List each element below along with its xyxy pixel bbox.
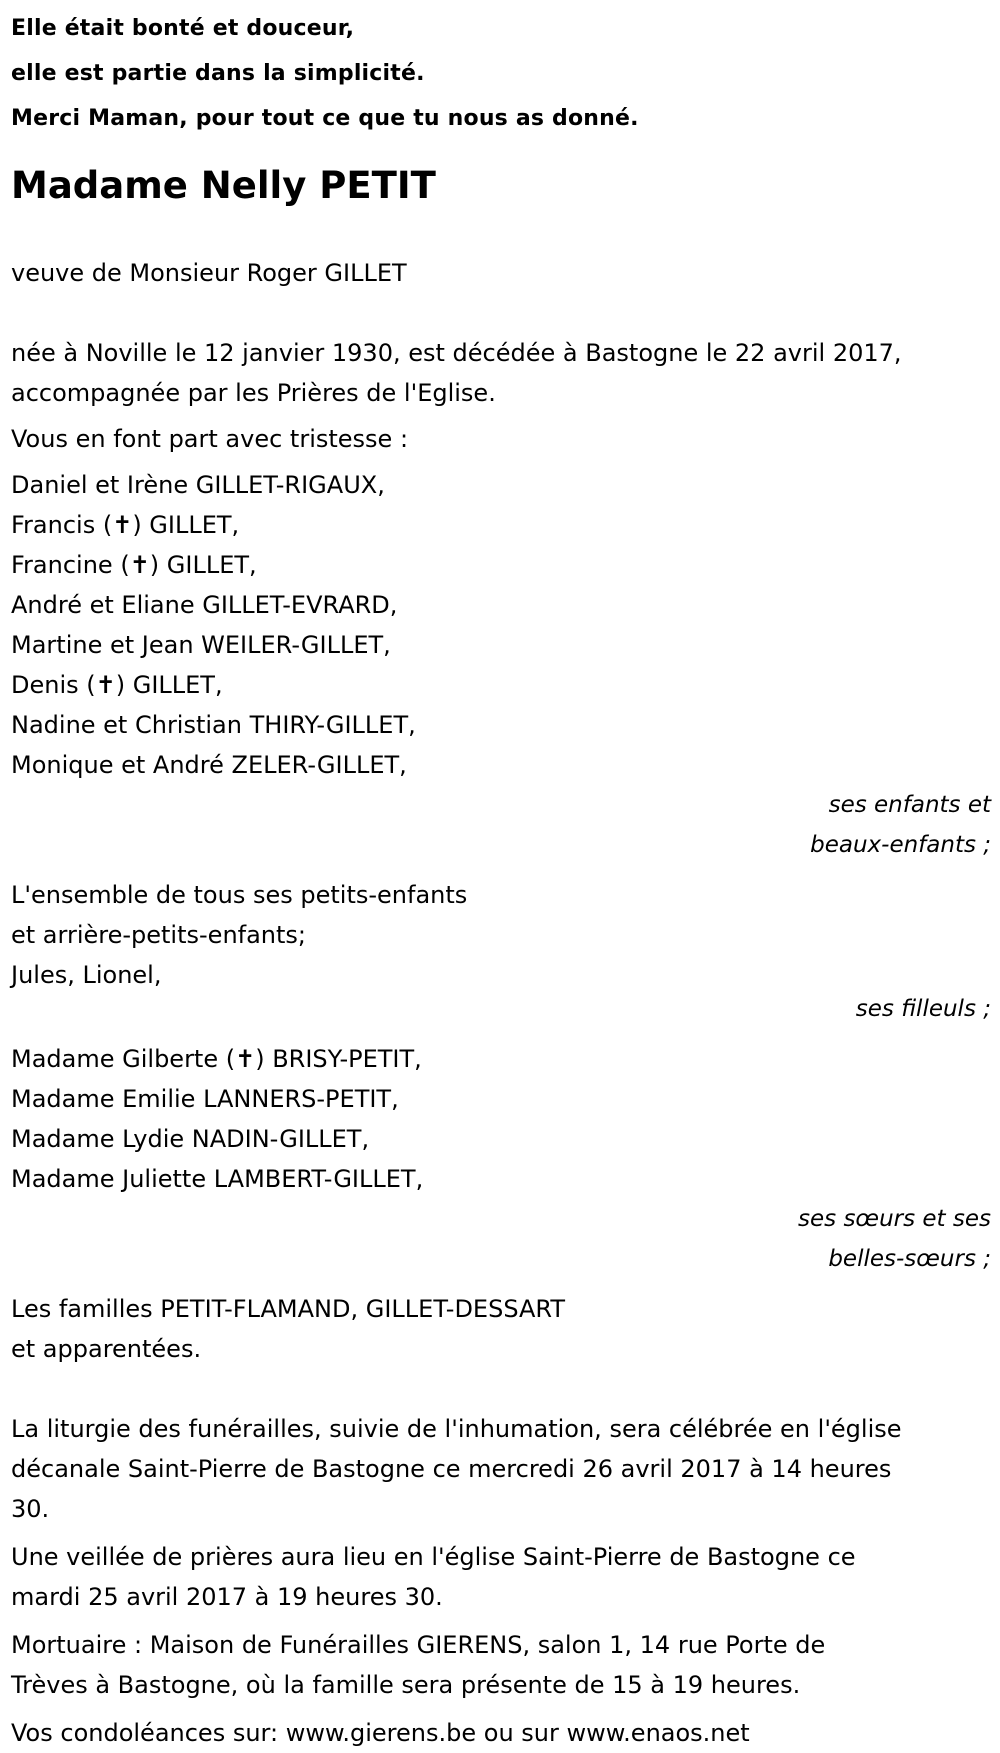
poem-line: elle est partie dans la simplicité. [11, 61, 425, 86]
child-name: Martine et Jean WEILER-GILLET, [11, 631, 391, 659]
sisters-role: ses sœurs et ses [798, 1206, 991, 1232]
child-name: Nadine et Christian THIRY-GILLET, [11, 711, 416, 739]
sisters-role: belles-sœurs ; [828, 1246, 991, 1272]
children-role: ses enfants et [828, 792, 991, 818]
birth-death-info [11, 333, 991, 413]
funeral-line: La liturgie des funérailles, suivie de l'inhumation, sera célébrée en l'église [11, 1415, 902, 1443]
poem-line: Elle était bonté et douceur, [11, 16, 355, 41]
funeral-line: décanale Saint-Pierre de Bastogne ce mercredi 26 avril 2017 à 14 heures [11, 1455, 892, 1483]
godchildren-role: ses filleuls ; [855, 996, 991, 1022]
families-line: et apparentées. [11, 1335, 202, 1363]
cross-icon: ✝ [129, 551, 150, 579]
funeral-line: 30. [11, 1495, 50, 1523]
child-name: Monique et André ZELER-GILLET, [11, 751, 407, 779]
funeral-info [11, 1409, 991, 1529]
spouse-line: veuve de Monsieur Roger GILLET [11, 259, 407, 287]
mortuary-info [11, 1625, 991, 1705]
sister-name: Madame Emilie LANNERS-PETIT, [11, 1085, 399, 1113]
child-name: André et Eliane GILLET-EVRARD, [11, 591, 398, 619]
sister-entry [11, 1079, 991, 1119]
child-name: Francine ( [11, 551, 130, 579]
sisters-list [11, 1039, 991, 1199]
families-block [11, 1289, 991, 1369]
child-entry [11, 665, 991, 705]
child-entry [11, 505, 991, 545]
cross-icon: ✝ [112, 511, 133, 539]
child-entry [11, 585, 991, 625]
child-surname: ) GILLET, [132, 511, 240, 539]
cross-icon: ✝ [235, 1045, 256, 1073]
sister-surname: ) BRISY-PETIT, [255, 1045, 422, 1073]
cross-icon: ✝ [95, 671, 116, 699]
children-list [11, 465, 991, 785]
birth-death-line: accompagnée par les Prières de l'Eglise. [11, 379, 496, 407]
child-entry [11, 705, 991, 745]
sister-name: Madame Juliette LAMBERT-GILLET, [11, 1165, 424, 1193]
child-surname: ) GILLET, [115, 671, 223, 699]
sister-entry [11, 1039, 991, 1079]
child-entry [11, 465, 991, 505]
sister-entry [11, 1159, 991, 1199]
grandchildren-line: et arrière-petits-enfants; [11, 921, 307, 949]
deceased-name: Madame Nelly PETIT [11, 164, 436, 207]
vigil-line: Une veillée de prières aura lieu en l'église Saint-Pierre de Bastogne ce [11, 1543, 856, 1571]
grandchildren-block [11, 875, 991, 995]
families-line: Les familles PETIT-FLAMAND, GILLET-DESSART [11, 1295, 566, 1323]
child-name: Daniel et Irène GILLET-RIGAUX, [11, 471, 385, 499]
poem-line: Merci Maman, pour tout ce que tu nous as donné. [11, 106, 639, 131]
mortuary-line: Mortuaire : Maison de Funérailles GIERENS, salon 1, 14 rue Porte de [11, 1631, 826, 1659]
vigil-info [11, 1537, 991, 1617]
children-role: beaux-enfants ; [810, 832, 991, 858]
grandchildren-line: L'ensemble de tous ses petits-enfants [11, 881, 468, 909]
sister-name: Madame Gilberte ( [11, 1045, 236, 1073]
obituary-page [11, 0, 991, 1753]
announcement: Vous en font part avec tristesse : [11, 425, 409, 453]
child-entry [11, 545, 991, 585]
child-entry [11, 625, 991, 665]
sister-entry [11, 1119, 991, 1159]
child-entry [11, 745, 991, 785]
birth-death-line: née à Noville le 12 janvier 1930, est décédée à Bastogne le 22 avril 2017, [11, 339, 902, 367]
mortuary-line: Trèves à Bastogne, où la famille sera présente de 15 à 19 heures. [11, 1671, 801, 1699]
sister-name: Madame Lydie NADIN-GILLET, [11, 1125, 370, 1153]
poem [11, 0, 991, 141]
child-surname: ) GILLET, [149, 551, 257, 579]
vigil-line: mardi 25 avril 2017 à 19 heures 30. [11, 1583, 443, 1611]
child-name: Francis ( [11, 511, 113, 539]
godchildren-line: Jules, Lionel, [11, 961, 162, 989]
condolences-line: Vos condoléances sur: www.gierens.be ou sur www.enaos.net [11, 1719, 750, 1747]
child-name: Denis ( [11, 671, 96, 699]
